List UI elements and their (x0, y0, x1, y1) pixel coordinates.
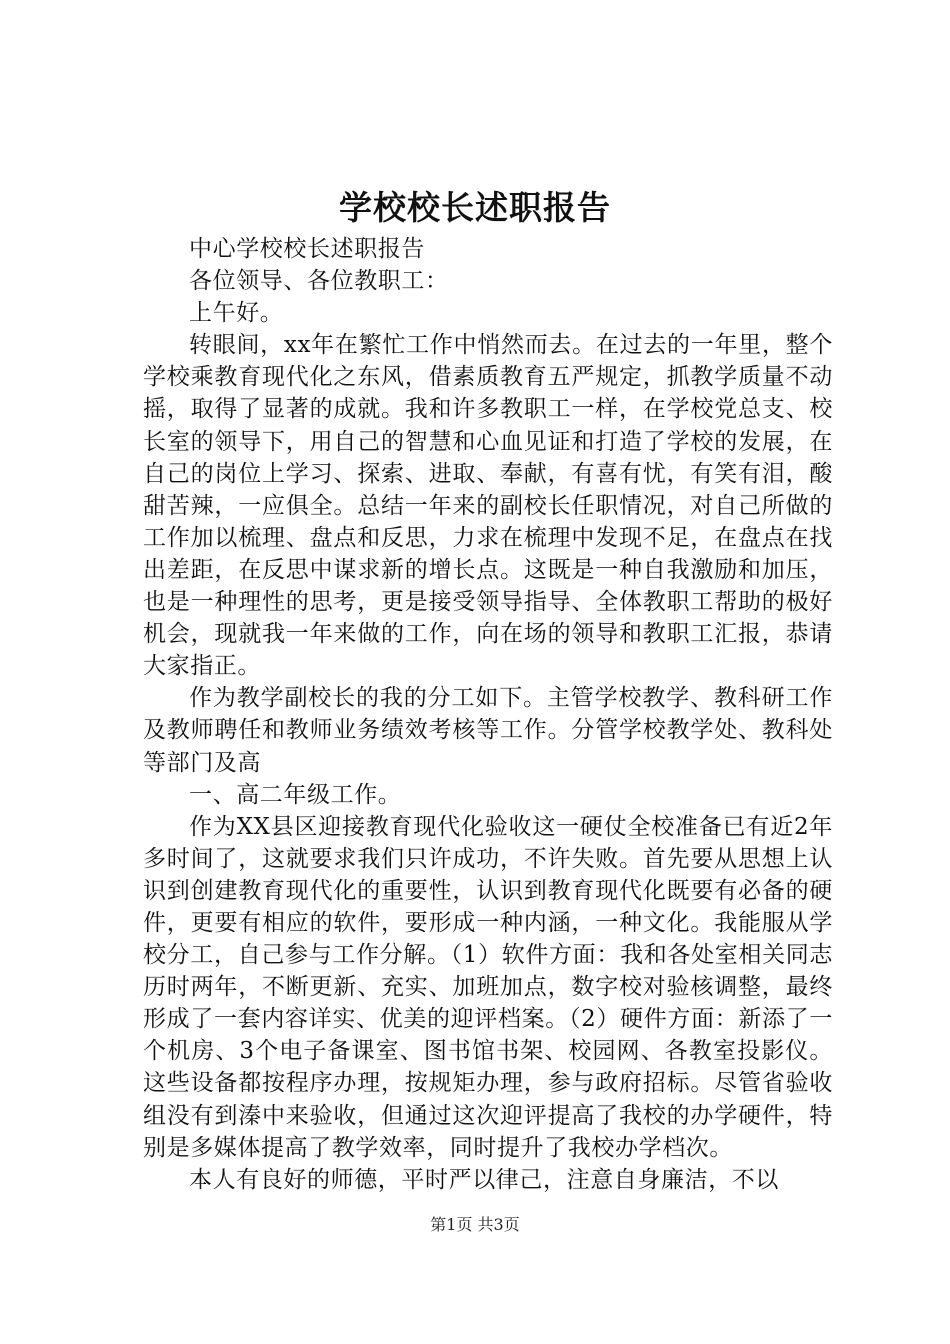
paragraph-greeting: 上午好。 (189, 300, 284, 327)
paragraph-subtitle: 中心学校校长述职报告 (189, 236, 425, 262)
paragraph-duties: 作为教学副校长的我的分工如下。主管学校教学、教科研工作及教师聘任和教师业务绩效考核等工作。分管学校教学处、教科处等部门及高 (143, 685, 833, 776)
document-body (143, 233, 833, 1196)
paragraph-intro: 转眼间，xx年在繁忙工作中悄然而去。在过去的一年里，整个学校乘教育现代化之东风，借素质教育五严规定，抓教学质量不动摇，取得了显著的成就。我和许多教职工一样，在学校党总支、校长室的领导下，用自己的智慧和心血见证和打造了学校的发展，在自己的岗位上学习、探索、进取、奉献，有喜有忧，有笑有泪，酸甜苦辣，一应俱全。总结一年来的副校长任职情况，对自己所做的工作加以梳理、盘点和反思，力求在梳理中发现不足，在盘点在找出差距，在反思中谋求新的增长点。这既是一种自我激励和加压，也是一种理性的思考，更是接受领导指导、全体教职工帮助的极好机会，现就我一年来做的工作，向在场的领导和教职工汇报，恭请大家指正。 (143, 332, 833, 680)
paragraph-salutation: 各位领导、各位教职工： (189, 268, 449, 295)
paragraph-ethics: 本人有良好的师德，平时严以律己，注意自身廉洁，不以 (189, 1166, 779, 1193)
page-number: 第1页 共3页 (430, 1215, 520, 1234)
document-title: 学校校长述职报告 (339, 188, 611, 227)
paragraph-modernization: 作为XX县区迎接教育现代化验收这一硬仗全校准备已有近2年多时间了，这就要求我们只许成功，不许失败。首先要从思想上认识到创建教育现代化的重要性，认识到教育现代化既要有必备的硬件，更要有相应的软件，要形成一种内涵，一种文化。我能服从学校分工，自己参与工作分解。（1）软件方面：我和各处室相关同志历时两年，不断更新、充实、加班加点，数字校对验核调整，最终形成了一套内容详实、优美的迎评档案。（2）硬件方面：新添了一个机房、3个电子备课室、图书馆书架、校园网、各教室投影仪。这些设备都按程序办理，按规矩办理，参与政府招标。尽管省验收组没有到溱中来验收，但通过这次迎评提高了我校的办学硬件，特别是多媒体提高了教学效率，同时提升了我校办学档次。 (143, 813, 833, 1161)
section-heading: 一、高二年级工作。 (189, 781, 402, 808)
